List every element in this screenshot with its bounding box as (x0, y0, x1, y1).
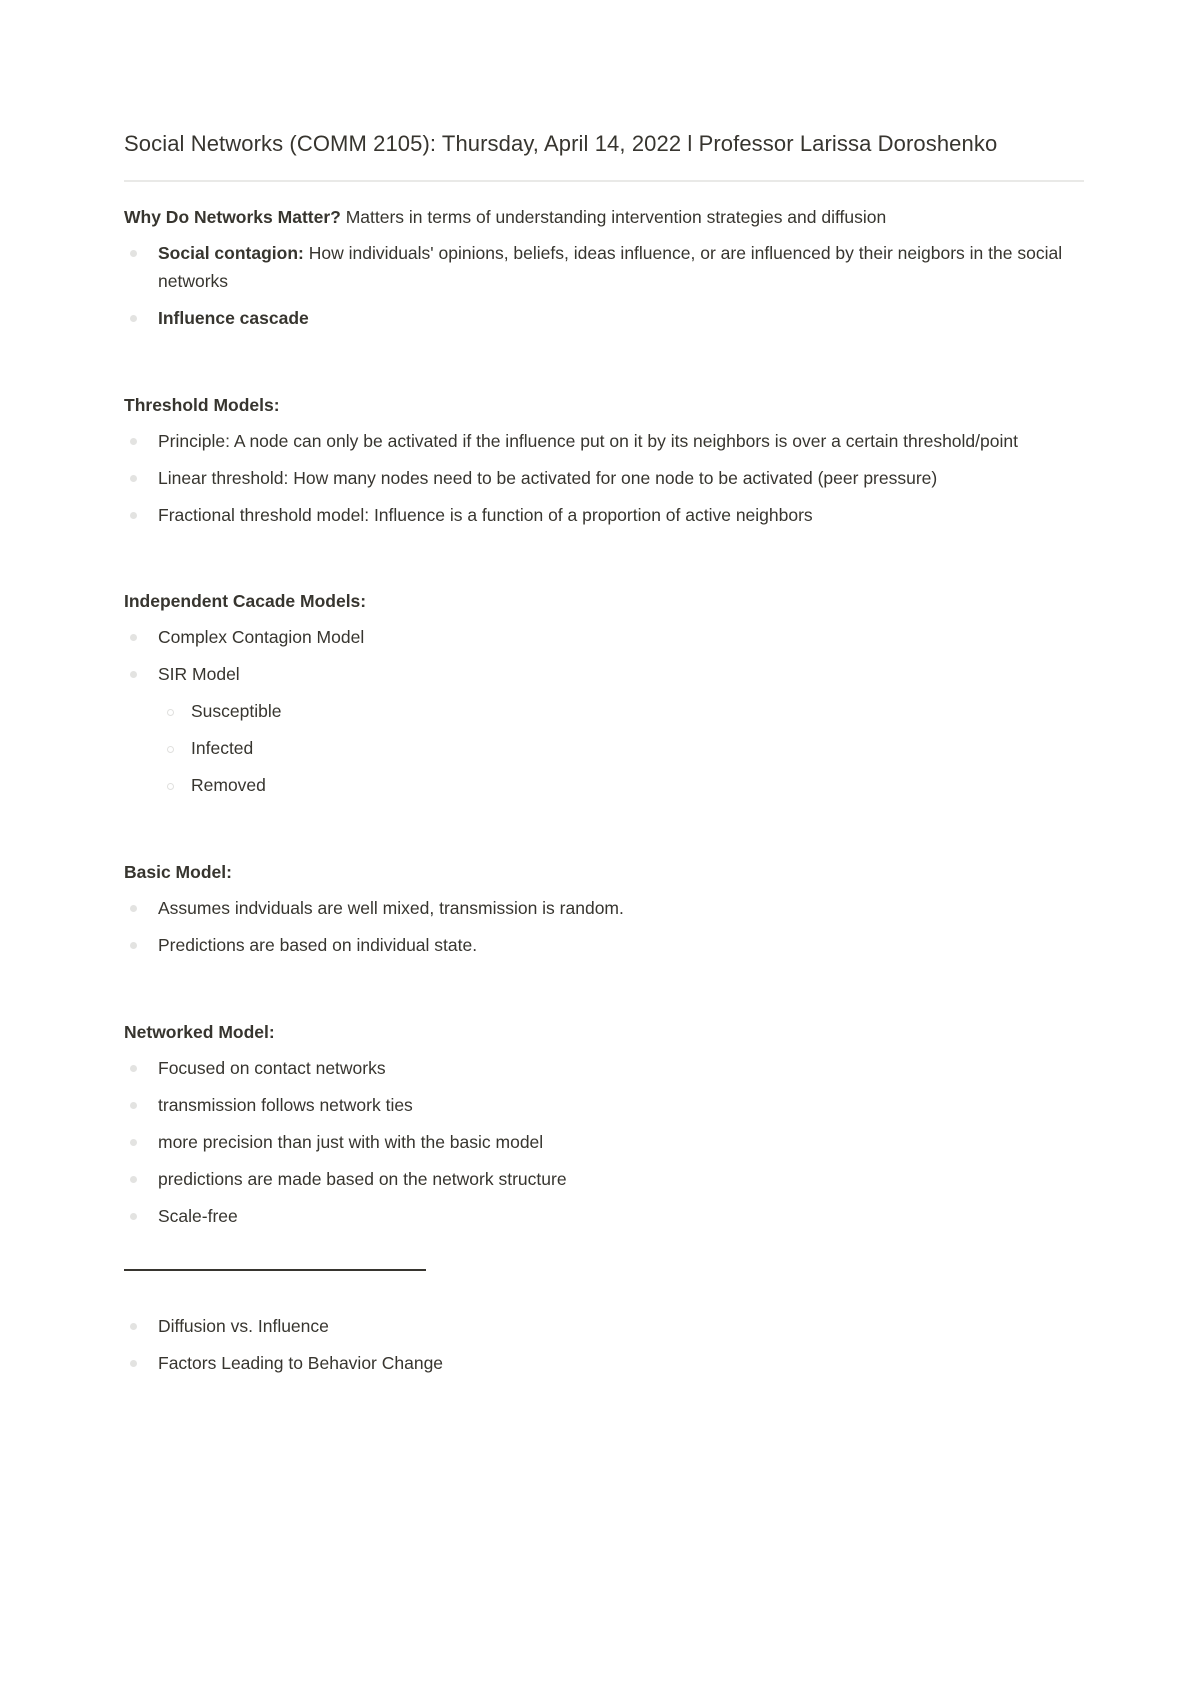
sir-model-sublist (124, 697, 1084, 799)
list-item: more precision than just with with the basic model (124, 1128, 1084, 1156)
list-item: Focused on contact networks (124, 1054, 1084, 1082)
basic-model-list (124, 894, 1084, 959)
list-item: Principle: A node can only be activated if the influence put on it by its neighbors is over a certain threshold/point (124, 427, 1084, 455)
threshold-models-list (124, 427, 1084, 529)
list-item: Social contagion: How individuals' opinions, beliefs, ideas influence, or are influenced by their neigbors in the social networks (124, 239, 1084, 295)
list-item: SIR Model (124, 660, 1084, 688)
why-networks-paragraph (124, 204, 1084, 230)
list-item: Influence cascade (124, 304, 1084, 332)
why-networks-heading: Why Do Networks Matter? (124, 207, 341, 227)
cascade-models-list (124, 623, 1084, 688)
networked-model-list (124, 1054, 1084, 1230)
list-item: Fractional threshold model: Influence is a function of a proportion of active neighbors (124, 501, 1084, 529)
basic-model-heading: Basic Model: (124, 862, 232, 882)
why-networks-list (124, 239, 1084, 332)
list-item: Predictions are based on individual state. (124, 931, 1084, 959)
page-title: Social Networks (COMM 2105): Thursday, April 14, 2022 l Professor Larissa Doroshenko (124, 131, 998, 156)
document-page (124, 128, 1084, 1377)
section-divider (124, 1269, 426, 1271)
list-item: Susceptible (124, 697, 1084, 725)
list-item: Complex Contagion Model (124, 623, 1084, 651)
list-item: predictions are made based on the network structure (124, 1165, 1084, 1193)
list-item: Factors Leading to Behavior Change (124, 1349, 1084, 1377)
footer-list (124, 1312, 1084, 1377)
why-networks-text: Matters in terms of understanding intervention strategies and diffusion (340, 207, 887, 227)
list-item: Infected (124, 734, 1084, 762)
list-item: transmission follows network ties (124, 1091, 1084, 1119)
list-item: Diffusion vs. Influence (124, 1312, 1084, 1340)
list-item: Assumes indviduals are well mixed, transmission is random. (124, 894, 1084, 922)
list-item: Linear threshold: How many nodes need to be activated for one node to be activated (peer pressure) (124, 464, 1084, 492)
networked-model-heading: Networked Model: (124, 1022, 275, 1042)
title-divider (124, 180, 1084, 182)
cascade-models-heading: Independent Cacade Models: (124, 591, 367, 611)
list-item: Scale-free (124, 1202, 1084, 1230)
threshold-models-heading: Threshold Models: (124, 395, 280, 415)
list-item: Removed (124, 771, 1084, 799)
